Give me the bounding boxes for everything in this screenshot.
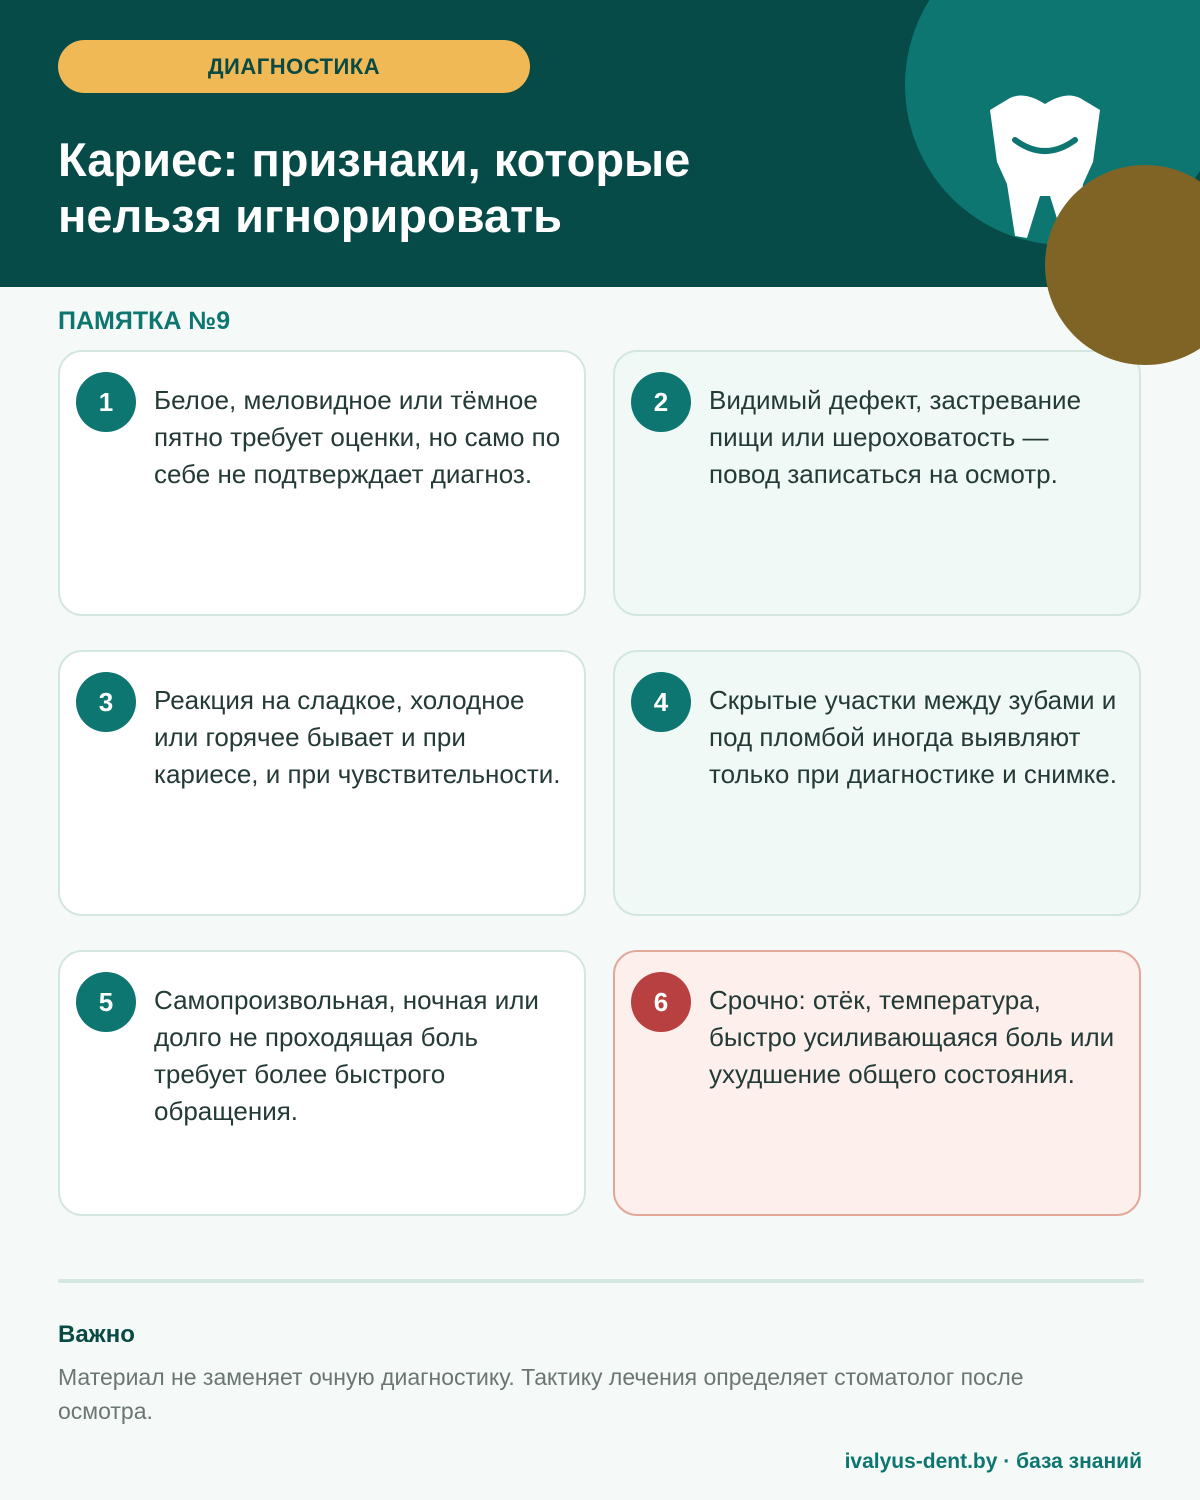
- card-text: Скрытые участки между зубами и под пломбой иногда выявляют только при диагностике и снимке.: [709, 685, 1117, 789]
- category-badge: ДИАГНОСТИКА: [58, 40, 530, 93]
- card-number-badge: 2: [631, 372, 691, 432]
- info-card-2: [613, 350, 1141, 616]
- card-text: Видимый дефект, застревание пищи или шероховатость — повод записаться на осмотр.: [709, 385, 1082, 489]
- section-divider: [58, 1279, 1144, 1283]
- card-number-badge: 1: [76, 372, 136, 432]
- card-number-badge: 3: [76, 672, 136, 732]
- header-banner: [0, 0, 1200, 287]
- memo-label: ПАМЯТКА №9: [58, 307, 231, 335]
- card-number-badge: 6: [631, 972, 691, 1032]
- note-text: Материал не заменяет очную диагностику. Тактику лечения определяет стоматолог после осмотра.: [58, 1364, 1024, 1424]
- info-card-4: [613, 650, 1141, 916]
- note-title: Важно: [58, 1321, 135, 1348]
- card-text: Белое, меловидное или тёмное пятно требует оценки, но само по себе не подтверждает диагноз.: [154, 385, 561, 489]
- page-title: Кариес: признаки, которые нельзя игнорировать: [58, 133, 691, 242]
- card-text: Реакция на сладкое, холодное или горячее бывает и при кариесе, и при чувствительности.: [154, 685, 561, 789]
- card-text: Самопроизвольная, ночная или долго не проходящая боль требует более быстрого обращения.: [154, 985, 539, 1126]
- card-number-badge: 5: [76, 972, 136, 1032]
- footer-source: ivalyus-dent.by · база знаний: [844, 1450, 1142, 1473]
- card-number-badge: 4: [631, 672, 691, 732]
- info-card-3: [58, 650, 586, 916]
- info-card-1: [58, 350, 586, 616]
- info-card-5: [58, 950, 586, 1216]
- card-text: Срочно: отёк, температура, быстро усиливающаяся боль или ухудшение общего состояния.: [709, 985, 1115, 1089]
- info-card-6-urgent: [613, 950, 1141, 1216]
